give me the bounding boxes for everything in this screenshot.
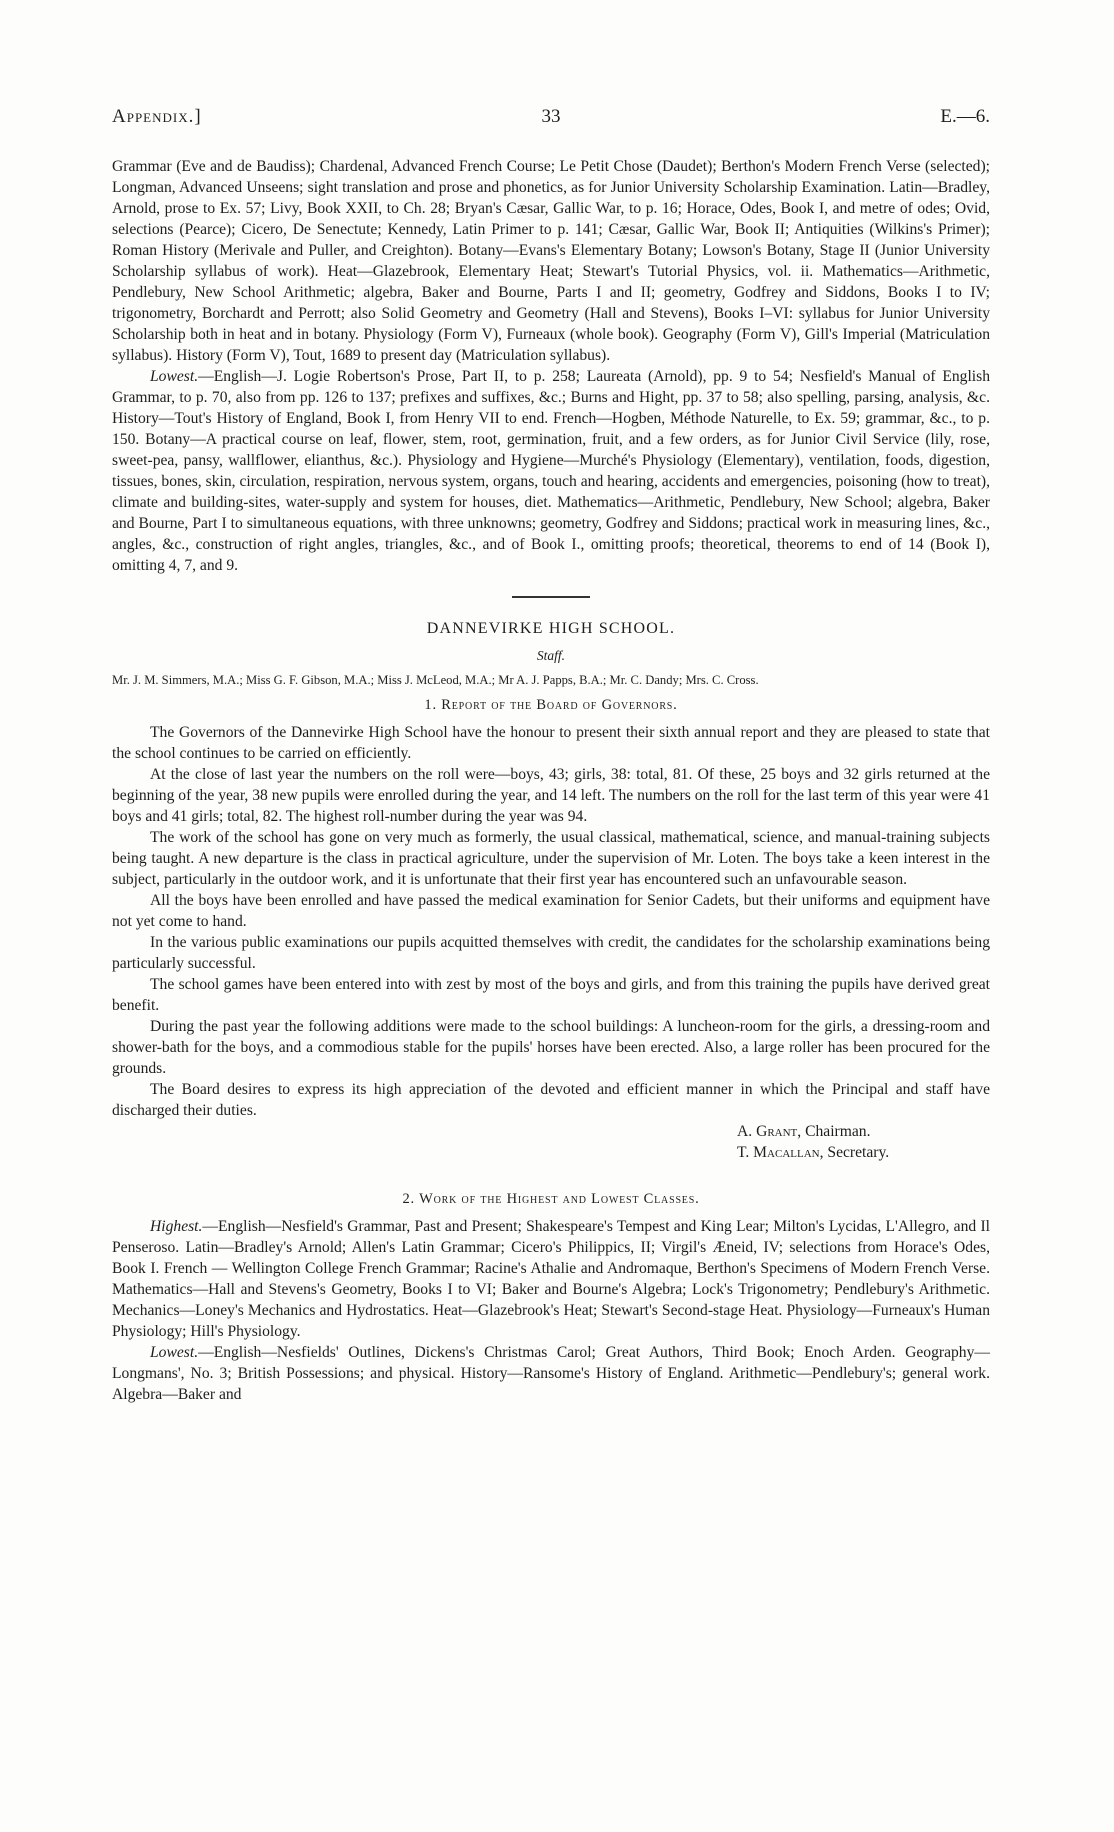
signature-name: Macallan — [753, 1144, 820, 1161]
continued-paragraph: Grammar (Eve and de Baudiss); Chardenal, Advanced French Course; Le Petit Chose (Daudet); Berthon's Modern French Verse (selected); Longman, Advanced Unseens; sight translation and prose and phonetics, as for Junior University Scholarship Examination. Latin—Bradley, Arnold, prose to Ex. 57; Livy, Book XXII, to Ch. 28; Bryan's Cæsar, Gallic War, to p. 16; Horace, Odes, Book I, and metre of odes; Ovid, selections (Pearce); Cicero, De Senectute; Kennedy, Latin Primer to p. 141; Cæsar, Gallic War, Book II; Antiquities (Wilkins's Primer); Roman History (Merivale and Puller, and Creighton). Botany—Evans's Elementary Botany; Lowson's Botany, Stage II (Junior University Scholarship syllabus of work). Heat—Glazebrook, Elementary Heat; Stewart's Tutorial Physics, vol. ii. Mathematics—Arithmetic, Pendlebury, New School Arithmetic; algebra, Baker and Bourne, Parts I and II; geometry, Godfrey and Siddons, Books I to IV; trigonometry, Borchardt and Perrott; also Solid Geometry and Geometry (Hall and Stevens), Books I–VI: syllabus for Junior University Scholarship both in heat and in botany. Physiology (Form V), Furneaux (whole book). Geography (Form V), Gill's Imperial (Matriculation syllabus). History (Form V), Tout, 1689 to present day (Matriculation syllabus). — [112, 158, 990, 364]
report-paragraph: In the various public examinations our pupils acquitted themselves with credit, the candidates for the scholarship examinations being particularly successful. — [112, 934, 990, 972]
highest-class-paragraph — [112, 1216, 990, 1342]
work-heading: 2. Work of the Highest and Lowest Classes. — [402, 1191, 700, 1207]
highest-label: Highest. — [150, 1218, 203, 1235]
signature-role: , Chairman. — [797, 1123, 871, 1140]
signature-name: Grant — [756, 1123, 798, 1140]
lowest-class-paragraph — [112, 1342, 990, 1405]
lowest-class-paragraph — [112, 366, 990, 576]
report-paragraph: During the past year the following additions were made to the school buildings: A luncheon-room for the girls, a dressing-room and shower-bath for the boys, and a commodious stable for the pupils' horses have been erected. Also, a large roller has been procured for the grounds. — [112, 1018, 990, 1077]
lowest-text: —English—J. Logie Robertson's Prose, Part II, to p. 258; Laureata (Arnold), pp. 9 to 54; Nesfield's Manual of English Grammar, to p. 70, also from pp. 126 to 137; prefixes and suffixes, &c.; Burns and Hight, pp. 37 to 58; also spelling, parsing, analysis, &c. History—Tout's History of England, Book I, from Henry VII to end. French—Hogben, Méthode Naturelle, to Ex. 59; grammar, &c., to p. 150. Botany—A practical course on leaf, flower, stem, root, germination, fruit, and a few orders, as for Junior Civil Service (lily, rose, sweet-pea, pansy, wallflower, elianthus, &c.). Physiology and Hygiene—Murché's Physiology (Elementary), ventilation, foods, digestion, tissues, bones, skin, circulation, respiration, nervous system, organs, touch and hearing, accidents and emergencies, poisoning (how to treat), climate and building-sites, water-supply and system for houses, diet. Mathematics—Arithmetic, Pendlebury, New School; algebra, Baker and Bourne, Part I to simultaneous equations, with three unknowns; geometry, Godfrey and Siddons; practical work in measuring lines, &c., angles, &c., construction of right angles, triangles, &c., and of Book I., omitting proofs; theoretical, theorems to end of 14 (Book I), omitting 4, 7, and 9. — [112, 368, 990, 574]
report-paragraph: The Board desires to express its high appreciation of the devoted and efficient manner in which the Principal and staff have discharged their duties. — [112, 1081, 990, 1119]
report-heading: 1. Report of the Board of Governors. — [424, 697, 678, 713]
page-content — [112, 156, 990, 1405]
report-paragraph: The school games have been entered into with zest by most of the boys and girls, and from this training the pupils have derived great benefit. — [112, 976, 990, 1014]
school-title: DANNEVIRKE HIGH SCHOOL. — [426, 620, 676, 637]
signature-initial: A. — [737, 1123, 757, 1140]
highest-text: —English—Nesfield's Grammar, Past and Present; Shakespeare's Tempest and King Lear; Milton's Lycidas, L'Allegro, and Il Penseroso. Latin—Bradley's Arnold; Allen's Latin Grammar; Cicero's Philippics, II; Virgil's Æneid, IV; selections from Horace's Odes, Book I. French — Wellington College French Grammar; Racine's Athalie and Andromaque, Berthon's Specimens of Modern French Verse. Mathematics—Hall and Stevens's Geometry, Books I to VI; Baker and Bourne's Algebra; Lock's Trigonometry; Pendlebury's Arithmetic. Mechanics—Loney's Mechanics and Hydrostatics. Heat—Glazebrook's Heat; Stewart's Second-stage Heat. Physiology—Furneaux's Human Physiology; Hill's Physiology. — [112, 1218, 990, 1340]
signature-role: , Secretary. — [819, 1144, 890, 1161]
lowest-label: Lowest. — [150, 368, 199, 385]
chairman-signature — [737, 1121, 990, 1142]
lowest-text: —English—Nesfields' Outlines, Dickens's Christmas Carol; Great Authors, Third Book; Enoch Arden. Geography—Longmans', No. 3; British Possessions; and physical. History—Ransome's History of England. Arithmetic—Pendlebury's; general work. Algebra—Baker and — [112, 1344, 990, 1403]
staff-list: Mr. J. M. Simmers, M.A.; Miss G. F. Gibson, M.A.; Miss J. McLeod, M.A.; Mr A. J. Papps, B.A.; Mr. C. Dandy; Mrs. C. Cross. — [112, 673, 759, 687]
page-header — [112, 106, 990, 136]
header-reference: E.—6. — [940, 106, 990, 127]
report-paragraph: All the boys have been enrolled and have passed the medical examination for Senior Cadets, but their uniforms and equipment have not yet come to hand. — [112, 892, 990, 930]
header-appendix: Appendix.] — [112, 106, 202, 127]
signature-initial: T. — [737, 1144, 754, 1161]
report-paragraph: The work of the school has gone on very much as formerly, the usual classical, mathematical, science, and manual-training subjects being taught. A new departure is the class in practical agriculture, under the supervision of Mr. Loten. The boys take a keen interest in the subject, particularly in the outdoor work, and it is unfortunate that their first year has encountered such an unfavourable season. — [112, 829, 990, 888]
secretary-signature — [737, 1142, 990, 1163]
report-paragraph: The Governors of the Dannevirke High School have the honour to present their sixth annual report and they are pleased to state that the school continues to be carried on efficiently. — [112, 724, 990, 762]
lowest-label: Lowest. — [150, 1344, 199, 1361]
staff-heading: Staff. — [536, 648, 566, 663]
section-divider — [512, 596, 590, 598]
report-paragraph: At the close of last year the numbers on the roll were—boys, 43; girls, 38: total, 81. Of these, 25 boys and 32 girls returned at the beginning of the year, 38 new pupils were enrolled during the year, and 14 left. The numbers on the roll for the last term of this year were 41 boys and 41 girls; total, 82. The highest roll-number during the year was 94. — [112, 766, 990, 825]
page-number: 33 — [541, 106, 561, 127]
